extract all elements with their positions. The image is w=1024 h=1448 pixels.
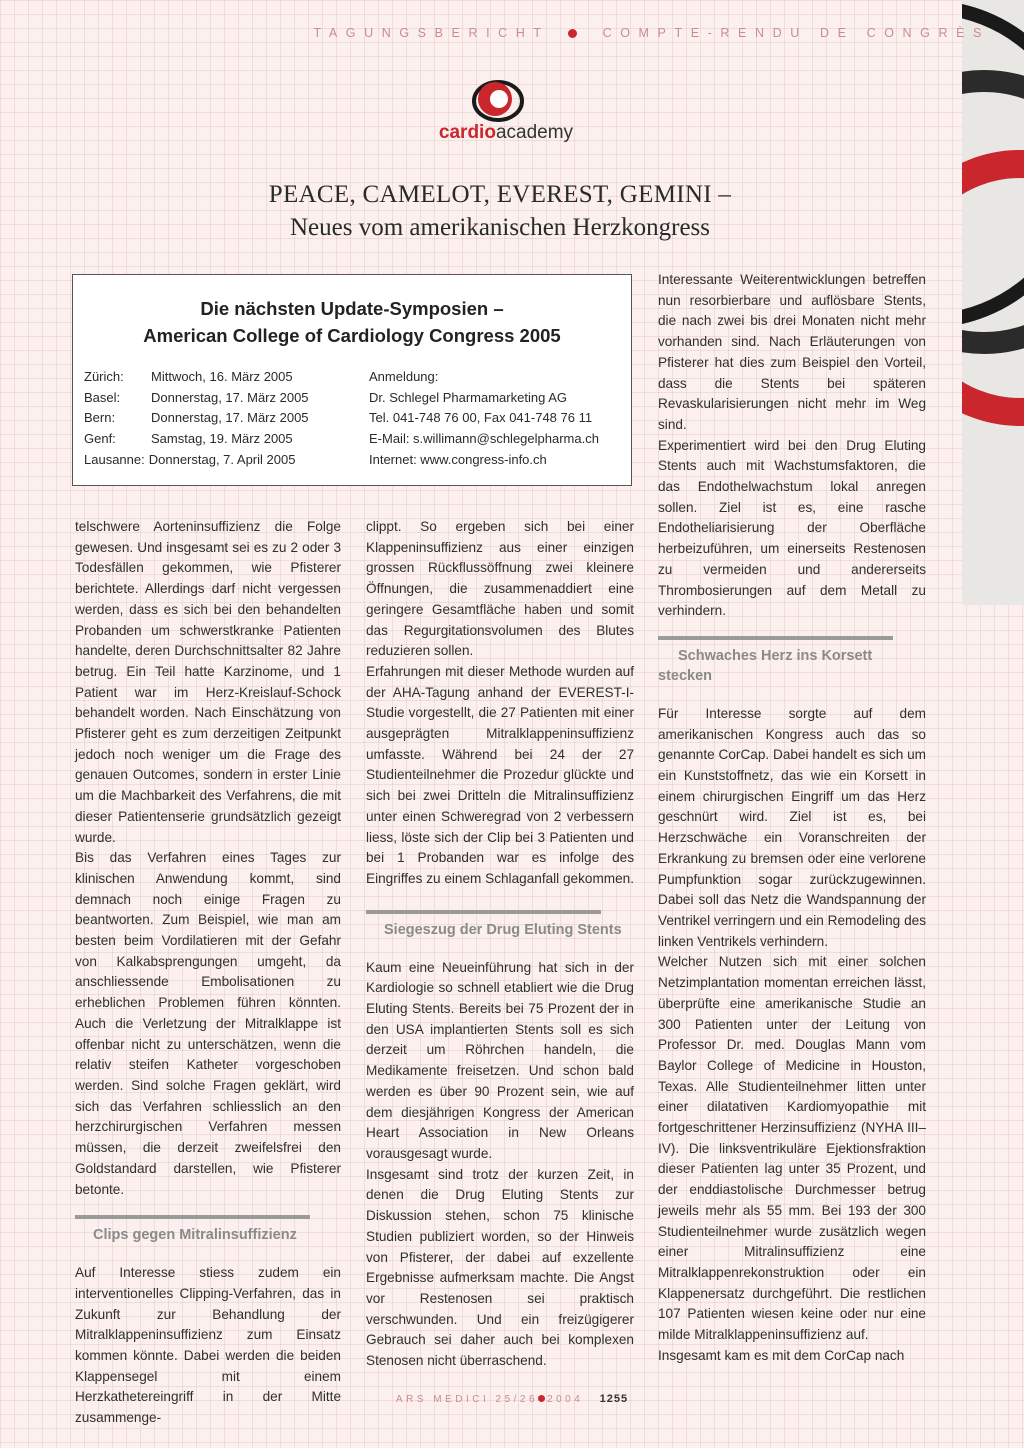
paragraph: telschwere Aorteninsuffizienz die Folge gewesen. Und insgesamt sei es zu 2 oder 3 Todesfällen gekommen, wie Pfisterer berichtete. Allerdings darf nicht vergessen werden, dass es sich bei den behandelten Probanden um schwerstkranke Patienten handelte, deren Durchschnittsalter 82 Jahre betrug. Ein Teil hatte Karzinome, und 1 Patient war im Herz-Kreislauf-Schock behandelt worden. Nach Einschätzung von Pfisterer geht es zum derzeitigen Zeitpunkt jedoch noch weniger um die Frage des genauen Outcomes, sondern in erster Linie um die Machbarkeit des Verfahrens, die mit dieser Patientenserie grundsätzlich gezeigt wurde.: [75, 519, 341, 845]
schedule-row: Bern: Donnerstag, 17. März 2005: [84, 410, 309, 426]
paragraph: Experimentiert wird bei den Drug Eluting Stents auch mit Wachstumsfaktoren, die das Endothelwachstum lokal anregen sollen. Ziel ist es, eine rasche Endotheliarisierung der Oberfläche herbeizuführen, um einerseits Restenosen zu vermeiden und andererseits Thrombosierungen auf dem Metall zu verhindern.: [658, 437, 926, 619]
column-2: [366, 517, 634, 1372]
contact-website: Internet: www.congress-info.ch: [369, 451, 547, 467]
paragraph: Interessante Weiterentwicklungen betreffen nun resorbierbare und auflösbare Stents, die nach zwei bis drei Monaten nicht mehr vorhanden sind. Nach Erläuterungen von Pfisterer hat dies zum Beispiel den Vorteil, dass die Stents bei späteren Revaskularisierungen nicht mehr im Weg sind.: [658, 272, 926, 432]
schedule-row: Genf: Samstag, 19. März 2005: [84, 431, 293, 447]
contact-line: Tel. 041-748 76 00, Fax 041-748 76 11: [369, 410, 593, 426]
paragraph: clippt. So ergeben sich bei einer Klappeninsuffizienz aus einer einzigen grossen Rückflussöffnung zwei kleinere Öffnungen, die zusammenaddiert eine geringere Gesamtfläche haben und somit das Regurgitationsvolumen des Blutes reduzieren sollen.: [366, 519, 634, 659]
contact-email: E-Mail: s.willimann@schlegelpharma.ch: [369, 431, 599, 447]
section-heading: Schwaches Herz ins Korsett stecken: [658, 636, 926, 686]
section-heading: Clips gegen Mitralinsuffizienz: [75, 1215, 341, 1245]
registration-contact: [369, 367, 599, 471]
section-rule: [658, 636, 893, 640]
title-line-2: Neues vom amerikanischen Herzkongress: [290, 214, 710, 241]
journal-year: 2004: [547, 1394, 584, 1405]
paragraph: Insgesamt sind trotz der kurzen Zeit, in denen die Drug Eluting Stents zur Diskussion stehen, schon 75 klinische Studien publiziert worden, so der Hinweis von Pfisterer, der dabei auf exzellente Ergebnisse aufmerksam machte. Die Angst vor Restenosen sei praktisch verschwunden. Und ein freizügigerer Gebrauch sei daher auch bei komplexen Stenosen nicht überraschend.: [366, 1166, 634, 1369]
article-title: [140, 180, 860, 246]
logo-wordmark: cardioacademy: [438, 122, 574, 143]
paragraph: Insgesamt kam es mit dem CorCap nach: [658, 1347, 905, 1363]
decorative-rings-graphic: [962, 0, 1024, 605]
column-1: [75, 517, 341, 1429]
paragraph: Bis das Verfahren eines Tages zur klinischen Anwendung kommt, sind demnach noch einige Fragen zu beantworten. Zum Beispiel, wie man am besten beim Vordilatieren mit der Gefahr von Kalkabsprengungen umgeht, da anschliessende Embolisationen zu erheblichen Problemen führen könnten. Auch die Verletzung der Mitralklappe ist offenbar nicht zu unterschätzen, wenn die relativ steifen Katheter vorgeschoben werden. Sind solche Fragen geklärt, wird sich das Verfahren schliesslich an den herzchirurgischen Verfahren messen müssen, die derzeit zweifelsfrei den Goldstandard darstellen, wie Pfisterer betonte.: [75, 850, 341, 1197]
contact-line: Anmeldung:: [369, 369, 439, 384]
page-footer: [0, 1393, 1024, 1405]
schedule-row: Basel: Donnerstag, 17. März 2005: [84, 389, 309, 405]
info-box-heading: Die nächsten Update-Symposien – American College of Cardiology Congress 2005: [143, 298, 561, 346]
symposia-info-box: [72, 274, 632, 486]
page-number: 1255: [599, 1393, 629, 1405]
paragraph: Welcher Nutzen sich mit einer solchen Netzimplantation momentan erreichen lässt, überprüfte eine amerikanische Studie an 300 Patienten unter der Leitung von Professor Dr. med. Douglas Mann vom Baylor College of Medicine in Houston, Texas. Alle Studienteilnehmer litten unter einer dilatativen Kardiomyopathie mit fortgeschrittener Herzinsuffizienz (NYHA III–IV). Die linksventrikuläre Ejektionsfraktion dieser Patienten lag unter 35 Prozent, und der enddiastolische Durchmesser betrug jeweils mehr als 55 mm. Bei 193 der 300 Studienteilnehmer wurde zusätzlich wegen einer Mitralinsuffizienz eine Mitralklappenrekonstruktion oder ein Klappenersatz durchgeführt. Die restlichen 107 Patienten wiesen keine oder nur eine milde Mitralklappeninsuffizienz auf.: [658, 954, 926, 1343]
section-rule: [75, 1215, 310, 1219]
running-head: [160, 26, 990, 40]
section-heading: Siegeszug der Drug Eluting Stents: [366, 910, 634, 940]
paragraph: Für Interesse sorgte auf dem amerikanischen Kongress auch das so genannte CorCap. Dabei handelt es sich um ein Kunststoffnetz, das wie ein Korsett in einem chirurgischen Eingriff um das Herz geschnürt wird. Ziel ist es, bei Herzschwäche ein Voranschreiten der Erkrankung zu bremsen oder eine verlorene Pumpfunktion sogar zurückzugewinnen. Dabei soll das Netz die Wandspannung der Ventrikel verringern und ein Remodeling des linken Ventrikels verhindern.: [658, 705, 926, 949]
section-rule: [366, 910, 601, 914]
running-head-right: COMPTE-RENDU DE CONGRÈS: [602, 26, 990, 40]
schedule-list: [84, 367, 309, 471]
title-line-1: PEACE, CAMELOT, EVEREST, GEMINI –: [268, 181, 732, 208]
column-3: [658, 270, 926, 1366]
contact-line: Dr. Schlegel Pharmamarketing AG: [369, 389, 567, 405]
paragraph: Auf Interesse stiess zudem ein interventionelles Clipping-Verfahren, das in Zukunft zur Behandlung der Mitralklappeninsuffizienz zum Einsatz kommen könnte. Dabei werden die beiden Klappensegel mit einem Herzkathetereingriff in der Mitte zusammenge-: [75, 1265, 341, 1426]
schedule-row: Lausanne: Donnerstag, 7. April 2005: [84, 451, 296, 467]
paragraph: Erfahrungen mit dieser Methode wurden auf der AHA-Tagung anhand der EVEREST-I-Studie vorgestellt, die 27 Patienten mit einer ausgeprägten Mitralklappeninsuffizienz umfasste. Während bei 24 der 27 Studienteilnehmer die Prozedur glückte und sich bei zwei Dritteln die Mitralinsuffizienz unter einen Schweregrad von 2 verbessern liess, löste sich der Clip bei 3 Patienten und bei 1 Probanden war es infolge des Eingriffes zu einem Schlaganfall gekommen.: [366, 663, 634, 886]
bullet-dot: [538, 1395, 545, 1402]
schedule-row: Zürich: Mittwoch, 16. März 2005: [84, 369, 293, 384]
journal-issue: ARS MEDICI 25/26: [395, 1394, 539, 1405]
heart-ring-icon: [468, 78, 528, 124]
running-head-left: TAGUNGSBERICHT: [313, 26, 550, 40]
bullet-dot: [568, 29, 577, 38]
paragraph: Kaum eine Neueinführung hat sich in der Kardiologie so schnell etabliert wie die Drug Eluting Stents. Bereits bei 75 Prozent der in den USA implantierten Stents soll es sich derzeit um Röhrchen handeln, die Medikamente freisetzen. Und schon bald werden es über 90 Prozent sein, wie auf dem diesjährigen Kongress der American Heart Association in New Orleans vorausgesagt wurde.: [366, 959, 634, 1161]
cardioacademy-logo: [426, 78, 586, 148]
